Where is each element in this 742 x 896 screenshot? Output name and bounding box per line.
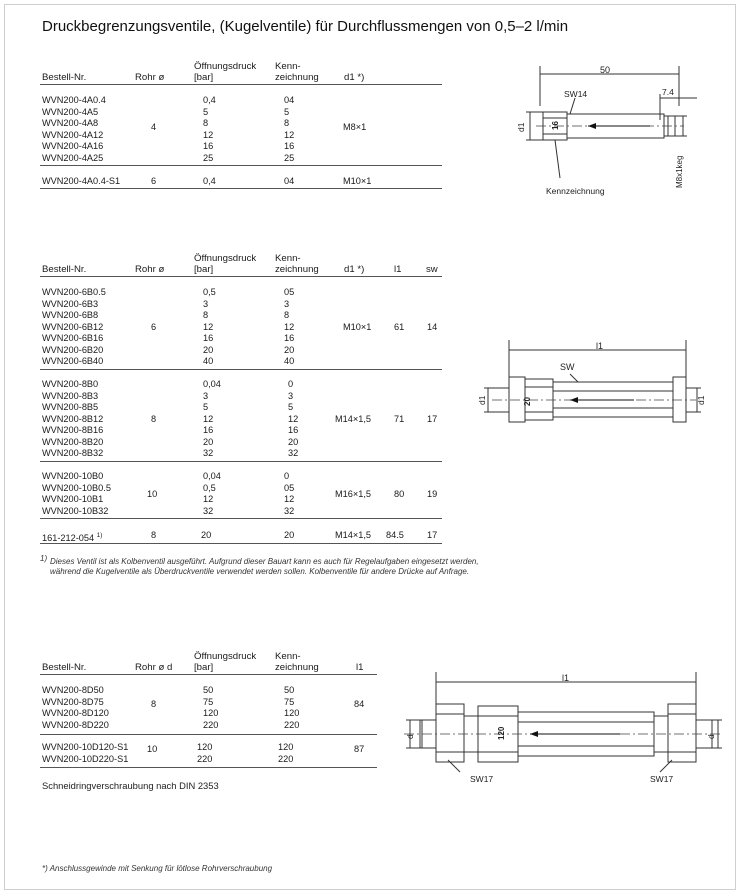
header-rohr: Rohr ø [135,72,165,83]
header-bestell: Bestell-Nr. [42,662,87,673]
table-3-group-8-rohr: 8 [151,699,157,709]
table-2-group-8-kenn: 0 3 5 12 16 20 32 [288,379,299,458]
table-2-group-10-druck: 0,04 0,5 12 32 [203,471,221,516]
table-2-group-6-rohr: 6 [151,322,157,332]
table-2-group-10-d1: M16×1,5 [335,489,372,499]
sw-left-label: SW17 [470,774,494,784]
table-3-header-rule [40,674,377,675]
table-2-last-bestell: 161-212-054 $^{1)}$ [42,532,103,544]
table-2-last-d1: M14×1,5 [335,530,372,540]
table-1-row-b-rohr: 6 [151,176,157,186]
table-1-row-b-bestell: WVN200-4A0.4-S1 [42,176,121,186]
table-1-header-rule [40,84,442,85]
table-2-group-10-l1: 80 [394,489,405,499]
table-2-group-8-bestell: WVN200-8B0 WVN200-8B3 WVN200-8B5 WVN200-8B12 WVN200-8B16 WVN200-8B20 WVN200-8B32 [42,379,104,458]
table-1-group-a-druck: 0,4 5 8 12 16 25 [203,95,216,163]
table-2-group-10-kenn: 0 05 12 32 [284,471,295,516]
header-kenn: Kenn- zeichnung [275,61,319,83]
sw-right-label: SW17 [650,774,674,784]
table-2-group-6-kenn: 05 3 8 12 16 20 40 [284,287,295,366]
table-2-group-8-rohr: 8 [151,414,157,424]
table-2-group-8-d1: M14×1,5 [335,414,372,424]
table-2-group-8-druck: 0,04 3 5 12 16 20 32 [203,379,221,458]
page-title: Druckbegrenzungsventile, (Kugelventile) für Durchflussmengen von 0,5–2 l/min [42,18,569,35]
table-2-rule-3 [40,518,442,519]
header-kenn: Kenn- zeichnung [275,253,319,275]
kenn-label: Kennzeichnung [546,186,605,196]
table-3-group-8-kenn: 50 75 120 220 [284,685,300,730]
header-druck: Öffnungsdruck [bar] [194,651,257,673]
table-2-group-6-druck: 0,5 3 8 12 16 20 40 [203,287,216,366]
table-2-group-6-d1: M10×1 [343,322,372,332]
header-druck: Öffnungsdruck [bar] [194,253,257,275]
table-3-group-8-bestell: WVN200-8D50 WVN200-8D75 WVN200-8D120 WVN200-8D220 [42,685,109,730]
table-1-group-a-kenn: 04 5 8 12 16 25 [284,95,295,163]
d1-label: d1 [516,122,526,132]
table-2-group-6-l1: 61 [394,322,405,332]
header-rohr: Rohr ø [135,264,165,275]
table-1-group-a-bestell: WVN200-4A0.4 WVN200-4A5 WVN200-4A8 WVN200-4A12 WVN200-4A16 WVN200-4A25 [42,95,106,163]
header-l1: l1 [394,264,402,275]
table-1-row-b-druck: 0,4 [203,176,216,186]
table-2-group-10-sw: 19 [427,489,438,499]
d-right-label: d [706,734,716,739]
valve-drawing-3 [400,668,725,788]
table-3-note: Schneidringverschraubung nach DIN 2353 [42,780,219,791]
table-3-rule-1 [40,734,377,735]
table-2-group-8-l1: 71 [394,414,405,424]
table-1-row-b-kenn: 04 [284,176,295,186]
table-1-bottom-rule [40,188,442,189]
table-2-header-rule [40,276,442,277]
table-2-last-kenn: 20 [284,530,295,540]
header-bestell: Bestell-Nr. [42,72,87,83]
header-d1: d1 *) [344,72,365,83]
dim-end: 7.4 [662,87,674,97]
table-2-last-druck: 20 [201,530,212,540]
table-3-group-10-kenn: 120 220 [278,742,294,764]
table-2-last-sw: 17 [427,530,438,540]
header-l1: l1 [356,662,364,673]
d1-left-label: d1 [477,395,487,405]
footnote-2: *) Anschlussgewinde mit Senkung für lötlose Rohrverschraubung [42,864,273,873]
sw-label: SW [560,362,575,372]
hex-mark: 120 [497,726,506,740]
table-1-group-a-rohr: 4 [151,122,157,132]
header-druck: Öffnungsdruck [bar] [194,61,257,83]
table-2-group-6-bestell: WVN200-6B0.5 WVN200-6B3 WVN200-6B8 WVN200-6B12 WVN200-6B16 WVN200-6B20 WVN200-6B40 [42,287,106,366]
thread-label: M8x1keg [675,155,684,188]
table-2-group-8-sw: 17 [427,414,438,424]
header-bestell: Bestell-Nr. [42,264,87,275]
hex-mark: 20 [523,397,532,406]
header-kenn: Kenn- zeichnung [275,651,319,673]
dim-length: 50 [600,65,611,75]
table-3-group-8-druck: 50 75 120 220 [203,685,219,730]
table-2-group-6-sw: 14 [427,322,438,332]
table-2-group-10-rohr: 10 [147,489,158,499]
header-sw: sw [426,264,438,275]
table-3-group-10-rohr: 10 [147,744,158,754]
valve-drawing-1 [500,60,700,200]
table-1-group-a-d1: M8×1 [343,122,367,132]
table-2-rule-2 [40,461,442,462]
l1-label: l1 [596,341,604,351]
footnote-1-mark: 1) [40,554,48,563]
l1-label: l1 [562,673,570,683]
table-1-row-b-d1: M10×1 [343,176,372,186]
footnote-1-text: Dieses Ventil ist als Kolbenventil ausgeführt. Aufgrund dieser Bauart kann es auch für Regelaufgaben eingesetzt werden, während die Kugelventile als Überdruckventile verwendet werden sollen. Kolbenventile für andere Drücke auf Anfrage. [50,557,479,576]
table-2-rule-1 [40,369,442,370]
table-3-group-10-l1: 87 [354,744,365,754]
header-rohr: Rohr ø d [135,662,173,673]
table-3-bottom-rule [40,767,377,768]
header-d1: d1 *) [344,264,365,275]
valve-drawing-2 [474,336,714,446]
table-1-group-rule [40,165,442,166]
table-2-last-l1: 84.5 [386,530,404,540]
table-3-group-10-druck: 120 220 [197,742,213,764]
d-left-label: d [405,734,415,739]
table-2-bottom-rule [40,543,442,544]
hex-mark: 16 [551,121,560,130]
table-2-group-10-bestell: WVN200-10B0 WVN200-10B0.5 WVN200-10B1 WVN200-10B32 [42,471,111,516]
sw-label: SW14 [564,89,588,99]
table-2-last-rohr: 8 [151,530,157,540]
table-3-group-8-l1: 84 [354,699,365,709]
d1-right-label: d1 [696,395,706,405]
table-3-group-10-bestell: WVN200-10D120-S1 WVN200-10D220-S1 [42,742,129,764]
